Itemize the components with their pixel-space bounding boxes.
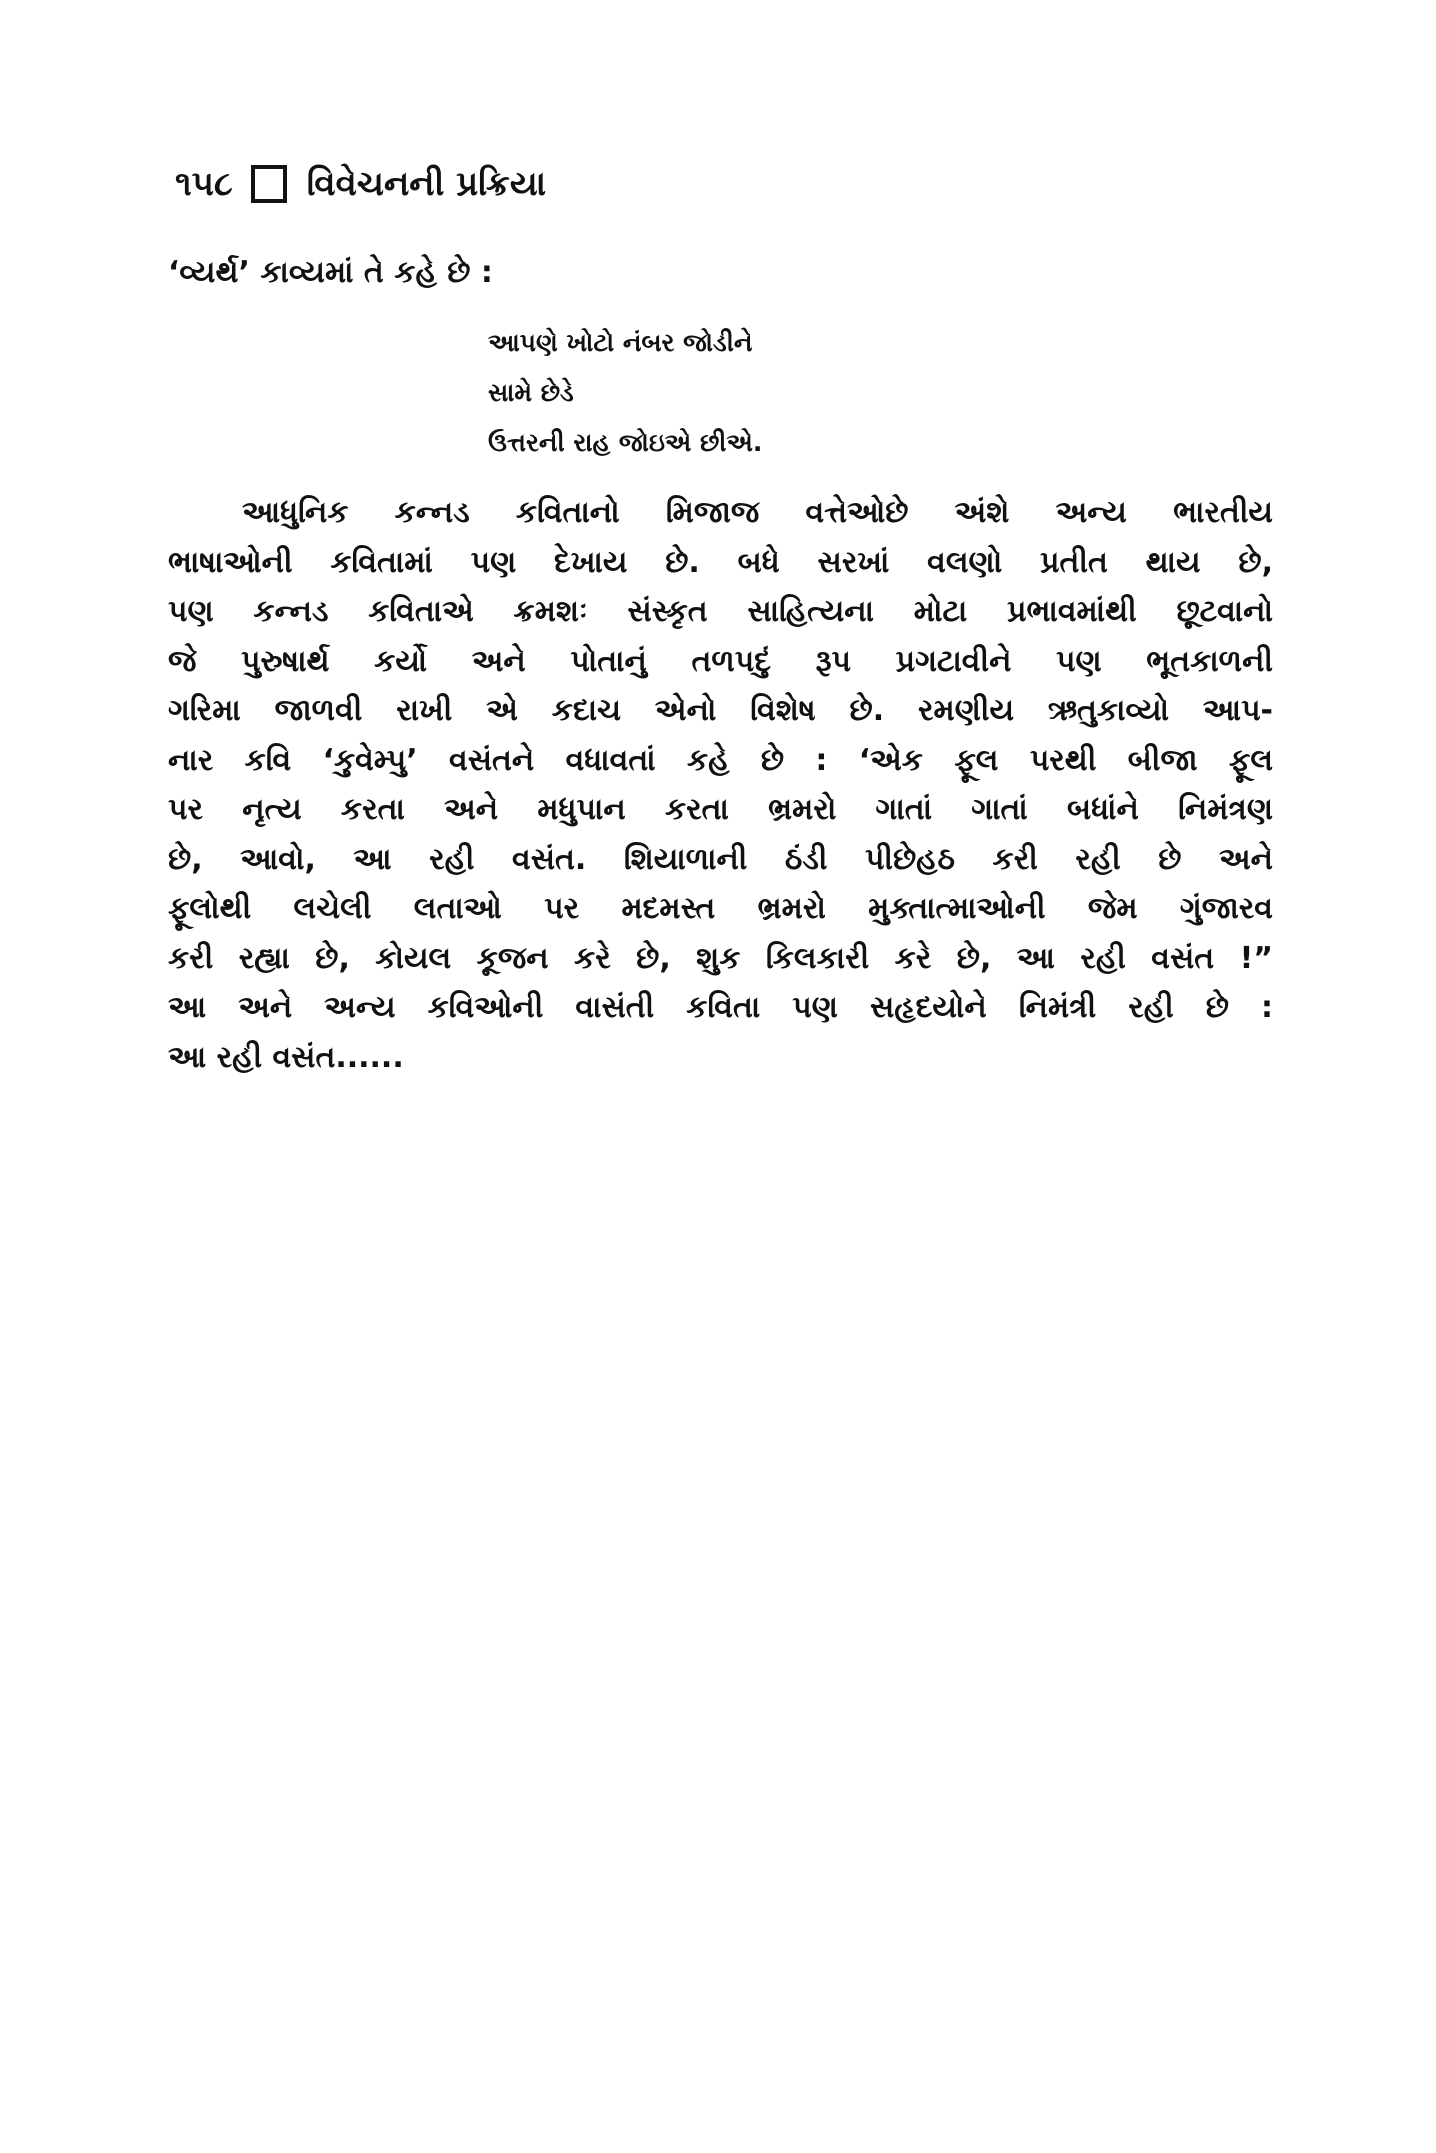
body-paragraph — [168, 488, 1273, 1082]
square-box-icon — [251, 165, 287, 203]
paragraph-line: ભાષાઓની કવિતામાં પણ દેખાય છે. બધે સરખાં વલણો પ્રતીત થાય છે, — [168, 544, 1273, 580]
paragraph-line: નાર કવિ ‘કુવેમ્પુ’ વસંતને વધાવતાં કહે છે : ‘એક ફૂલ પરથી બીજા ફૂલ — [168, 742, 1273, 778]
paragraph-line: છે, આવો, આ રહી વસંત. શિયાળાની ઠંડી પીછેહઠ કરી રહી છે અને — [168, 841, 1273, 877]
paragraph-line: આ અને અન્ય કવિઓની વાસંતી કવિતા પણ સહૃદયોને નિમંત્રી રહી છે : — [168, 990, 1273, 1025]
poem-line: આપણે ખોટો નંબર જોડીને — [488, 328, 753, 357]
paragraph-line: ગરિમા જાળવી રાખી એ કદાચ એનો વિશેષ છે. રમણીય ઋતુકાવ્યો આપ- — [168, 693, 1273, 728]
poem-quote — [488, 318, 762, 468]
book-title: વિવેચનની પ્રક્રિયા — [306, 164, 547, 204]
poem-line: સામે છેડે — [488, 378, 574, 407]
poem-line: ઉત્તરની રાહ જોઇએ છીએ. — [488, 428, 763, 457]
paragraph-line: જે પુરુષાર્થ કર્યો અને પોતાનું તળપદું રૂપ પ્રગટાવીને પણ ભૂતકાળની — [168, 643, 1273, 679]
page-number: ૧૫૮ — [175, 164, 233, 204]
paragraph-line: પર નૃત્ય કરતા અને મધુપાન કરતા ભ્રમરો ગાતાં ગાતાં બધાંને નિમંત્રણ — [168, 792, 1273, 827]
paragraph-line: આધુનિક કન્નડ કવિતાનો મિજાજ વત્તેઓછે અંશે અન્ય ભારતીય — [242, 495, 1273, 530]
paragraph-line: પણ કન્નડ કવિતાએ ક્રમશઃ સંસ્કૃત સાહિત્યના મોટા પ્રભાવમાંથી છૂટવાનો — [168, 594, 1273, 629]
page-header — [175, 158, 546, 210]
paragraph-line: આ રહી વસંત...... — [168, 1039, 404, 1075]
paragraph-line: ફૂલોથી લચેલી લતાઓ પર મદમસ્ત ભ્રમરો મુક્તાત્માઓની જેમ ગુંજારવ — [168, 891, 1273, 926]
intro-line: ‘વ્યર્થ’ કાવ્યમાં તે કહે છે : — [168, 255, 493, 290]
paragraph-line: કરી રહ્યા છે, કોયલ કૂજન કરે છે, શુક કિલકારી કરે છે, આ રહી વસંત !” — [168, 940, 1273, 976]
